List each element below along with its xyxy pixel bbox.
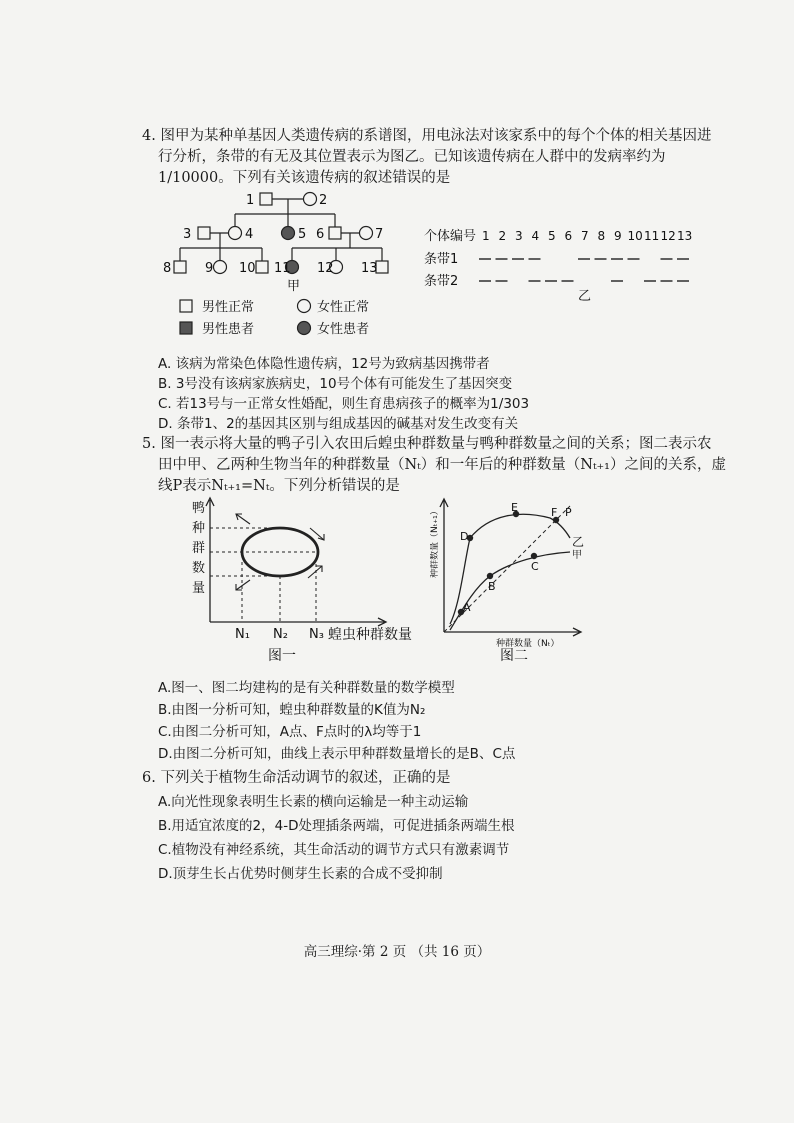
q5-option-d: D.由图二分析可知，曲线上表示甲种群数量增长的是B、C点	[158, 746, 516, 762]
pedigree-ind-9	[214, 261, 227, 274]
fig1-ylabel-5: 量	[192, 581, 206, 596]
gel-band-chart	[420, 222, 710, 302]
q4-option-a: A. 该病为常染色体隐性遗传病，12号为致病基因携带者	[158, 356, 490, 372]
legend-male-normal-icon	[180, 300, 192, 312]
gel-id-10: 10	[627, 229, 643, 243]
gel-id-11: 11	[644, 229, 660, 243]
ped-num-10: 10	[239, 261, 256, 276]
ped-num-4: 4	[245, 227, 254, 242]
gel-caption: 乙	[578, 289, 592, 302]
gel-id-2: 2	[498, 229, 507, 243]
fig2-label-b: B	[488, 580, 496, 593]
q6-option-c: C.植物没有神经系统，其生命活动的调节方式只有激素调节	[158, 842, 510, 858]
fig1-ylabel-2: 种	[192, 521, 206, 536]
legend-male-affected-icon	[180, 322, 192, 334]
gel-id-1: 1	[482, 229, 490, 243]
q4-stem-line-3: 1/10000。下列有关该遗传病的叙述错误的是	[158, 170, 451, 186]
fig2-label-c: C	[531, 560, 539, 573]
fig2-xlabel: 种群数量（Nₜ）	[496, 639, 560, 649]
q4-stem-line-1: 4. 图甲为某种单基因人类遗传病的系谱图，用电泳法对该家系中的每个个体的相关基因进	[142, 128, 712, 144]
q6-option-d: D.顶芽生长占优势时侧芽生长素的合成不受抑制	[158, 866, 443, 882]
q5-option-c: C.由图二分析可知，A点、F点时的λ均等于1	[158, 724, 422, 740]
fig2-label-f: F	[551, 506, 558, 519]
legend-male-normal: 男性正常	[202, 300, 255, 315]
pedigree-chart	[150, 186, 420, 346]
gel-band2-label: 条带2	[424, 274, 459, 289]
fig2-label-jia: 甲	[572, 550, 582, 561]
fig2-label-e: E	[511, 501, 518, 514]
fig1-ylabel-1: 鸭	[192, 501, 206, 516]
pedigree-ind-1	[260, 193, 272, 205]
gel-id-12: 12	[660, 229, 676, 243]
gel-id-5: 5	[548, 229, 556, 243]
ped-num-5: 5	[298, 227, 307, 242]
ped-num-9: 9	[205, 261, 214, 276]
q5-stem-line-2: 田中甲、乙两种生物当年的种群数量（Nₜ）和一年后的种群数量（Nₜ₊₁）之间的关系，虚	[158, 457, 726, 473]
legend-female-affected-icon	[298, 322, 311, 335]
q4-option-d: D. 条带1、2的基因其区别与组成基因的碱基对发生改变有关	[158, 416, 519, 432]
fig1-caption: 图一	[268, 648, 296, 664]
figure-2-chart	[430, 494, 600, 662]
q6-option-b: B.用适宜浓度的2，4-D处理插条两端，可促进插条两端生根	[158, 818, 515, 834]
q5-stem-line-1: 5. 图一表示将大量的鸭子引入农田后蝗虫种群数量与鸭种群数量之间的关系；图二表示农	[142, 436, 712, 452]
ped-num-11: 11	[274, 261, 291, 276]
q6-stem: 6. 下列关于植物生命活动调节的叙述，正确的是	[142, 770, 451, 786]
gel-id-row	[482, 229, 692, 243]
legend-male-affected: 男性患者	[202, 322, 255, 337]
legend-female-affected: 女性患者	[317, 322, 370, 337]
gel-header: 个体编号	[424, 229, 477, 244]
ped-num-1: 1	[246, 193, 255, 208]
gel-id-4: 4	[531, 229, 540, 243]
ped-num-12: 12	[317, 261, 334, 276]
ped-num-2: 2	[319, 193, 328, 208]
gel-id-6: 6	[564, 229, 573, 243]
fig2-label-a: A	[463, 601, 471, 614]
q5-option-a: A.图一、图二均建构的是有关种群数量的数学模型	[158, 680, 455, 696]
fig2-curve-jia	[450, 552, 570, 630]
q4-option-b: B. 3号没有该病家族病史，10号个体有可能发生了基因突变	[158, 376, 513, 392]
pedigree-ind-7	[360, 227, 373, 240]
fig2-ylabel: 种群数量（Nₜ₊₁）	[430, 506, 440, 578]
legend-female-normal-icon	[298, 300, 311, 313]
fig2-point-b	[487, 573, 493, 579]
gel-band1-label: 条带1	[424, 252, 459, 267]
pedigree-ind-13	[376, 261, 388, 273]
fig1-tick-n3: N₃	[309, 627, 324, 642]
fig2-label-d: D	[460, 530, 469, 543]
fig1-ylabel-3: 群	[192, 541, 206, 556]
gel-id-3: 3	[515, 229, 523, 243]
ped-num-7: 7	[375, 227, 384, 242]
ped-num-3: 3	[183, 227, 192, 242]
q5-stem-line-3: 线P表示Nₜ₊₁=Nₜ。下列分析错误的是	[158, 478, 400, 494]
q6-option-a: A.向光性现象表明生长素的横向运输是一种主动运输	[158, 794, 469, 810]
pedigree-ind-3	[198, 227, 210, 239]
ped-num-8: 8	[163, 261, 172, 276]
ped-num-13: 13	[361, 261, 378, 276]
pedigree-ind-2	[304, 193, 317, 206]
pedigree-ind-10	[256, 261, 268, 273]
figure-1-chart	[180, 492, 420, 664]
gel-id-8: 8	[597, 229, 606, 243]
fig2-point-c	[531, 553, 537, 559]
pedigree-ind-4	[229, 227, 242, 240]
legend-female-normal: 女性正常	[317, 300, 370, 315]
fig1-tick-n2: N₂	[273, 627, 288, 642]
q4-stem-line-2: 行分析，条带的有无及其位置表示为图乙。已知该遗传病在人群中的发病率约为	[158, 149, 666, 165]
pedigree-ind-6	[329, 227, 341, 239]
fig1-tick-n1: N₁	[235, 627, 250, 642]
page-footer: 高三理综·第 2 页 （共 16 页）	[303, 944, 491, 960]
fig1-xlabel: 蝗虫种群数量	[328, 627, 412, 643]
fig2-caption: 图二	[500, 648, 528, 662]
fig2-label-yi: 乙	[572, 535, 585, 549]
gel-id-7: 7	[581, 229, 589, 243]
gel-id-13: 13	[677, 229, 693, 243]
fig1-ylabel-4: 数	[192, 561, 206, 576]
q4-option-c: C. 若13号与一正常女性婚配，则生育患病孩子的概率为1/303	[158, 396, 530, 412]
pedigree-ind-5	[282, 227, 295, 240]
fig2-label-p: P	[565, 506, 572, 519]
gel-id-9: 9	[614, 229, 622, 243]
q5-option-b: B.由图一分析可知，蝗虫种群数量的K值为N₂	[158, 702, 426, 718]
pedigree-ind-8	[174, 261, 186, 273]
ped-num-6: 6	[316, 227, 325, 242]
pedigree-caption: 甲	[287, 279, 301, 294]
